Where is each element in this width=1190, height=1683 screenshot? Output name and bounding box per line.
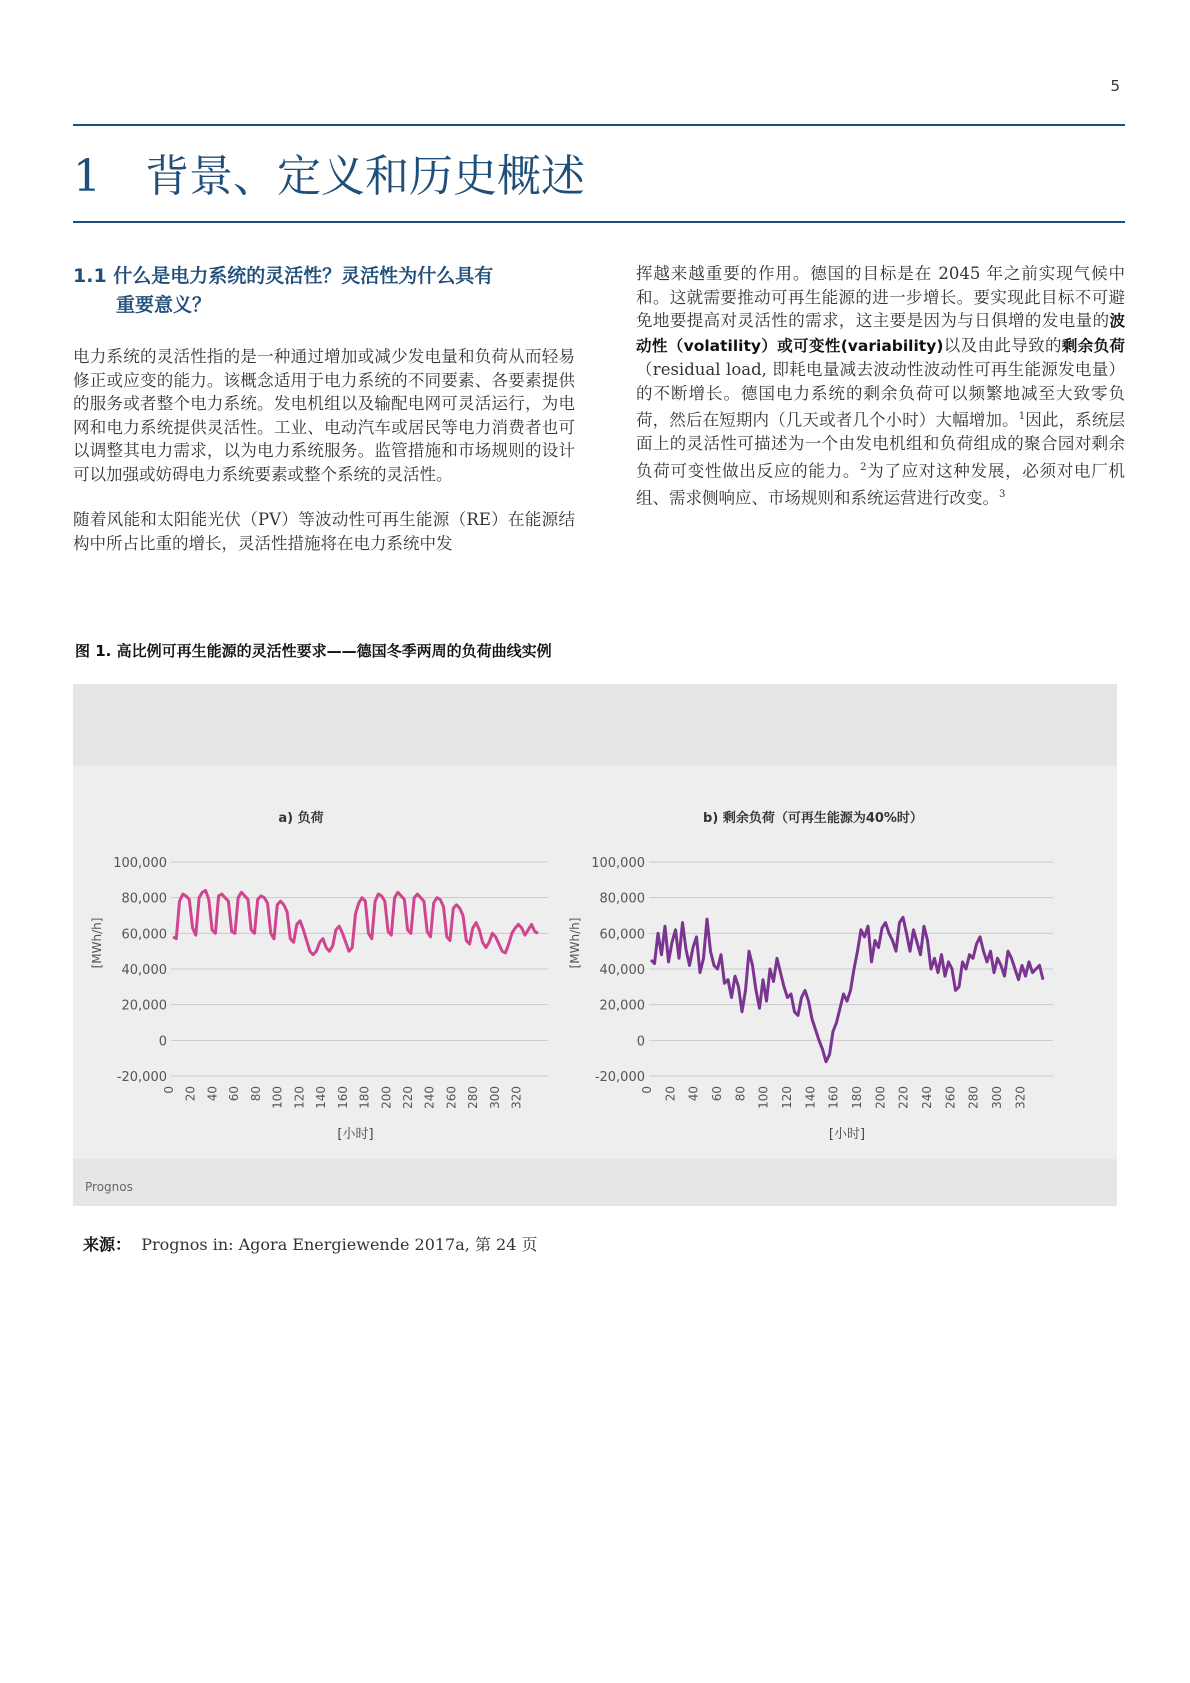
figure-caption: 图 1. 高比例可再生能源的灵活性要求——德国冬季两周的负荷曲线实例 <box>75 642 552 660</box>
x-tick-label: 280 <box>466 1086 481 1109</box>
paragraph-definition: 电力系统的灵活性指的是一种通过增加或减少发电量和负荷从而轻易修正或应变的能力。该概念适用于电力系统的不同要素、各要素提供的服务或者整个电力系统。发电机组以及输配电网可灵活运行，为电网和电力系统提供灵活性。工业、电动汽车或居民等电力消费者也可以调整其电力需求，以为电力系统服务。监管措施和市场规则的设计可以加强或妨碍电力系统要素或整个系统的灵活性。 <box>73 347 575 484</box>
x-tick-label: 180 <box>850 1086 864 1109</box>
y-tick-label: 0 <box>158 1034 167 1050</box>
text-run: 因此，系统层面上的灵活性可描述为一个由发电机组和负荷组成的聚合园对剩余负荷可变性做出反应的能力。 <box>636 410 1126 480</box>
charts-svg <box>73 766 1117 1159</box>
series-line <box>173 891 538 955</box>
chapter-heading <box>73 140 585 204</box>
y-tick-label: 100,000 <box>113 856 167 871</box>
x-tick-label: 280 <box>966 1086 981 1109</box>
x-tick-label: 200 <box>379 1086 394 1109</box>
x-axis-label: [小时] <box>337 1127 374 1142</box>
x-tick-label: 100 <box>270 1086 285 1109</box>
y-tick-label: -20,000 <box>116 1070 167 1085</box>
x-tick-label: 260 <box>444 1086 459 1109</box>
x-tick-label: 60 <box>227 1086 242 1102</box>
y-tick-label: 80,000 <box>599 891 645 907</box>
footnote-ref-3[interactable]: 3 <box>999 488 1006 500</box>
page-number: 5 <box>1110 77 1120 95</box>
y-tick-label: 0 <box>636 1034 645 1050</box>
x-tick-label: 220 <box>400 1086 415 1109</box>
y-tick-label: 100,000 <box>591 856 645 871</box>
chart-title: b) 剩余负荷（可再生能源为40%时） <box>703 811 923 826</box>
source-label: 来源： <box>83 1235 132 1254</box>
x-tick-label: 160 <box>335 1086 350 1109</box>
x-tick-label: 120 <box>292 1086 307 1109</box>
section-title-line2: 重要意义？ <box>116 294 212 316</box>
figure-box <box>73 684 1117 1206</box>
figure-plot-area <box>73 766 1117 1159</box>
keyword-volatility: 波动性（volatility）或可变性(variability) <box>636 312 1125 355</box>
x-tick-label: 100 <box>756 1086 771 1109</box>
x-tick-label: 220 <box>896 1086 911 1109</box>
x-tick-label: 140 <box>803 1086 818 1109</box>
footnote-ref-2[interactable]: 2 <box>860 461 867 473</box>
x-tick-label: 0 <box>640 1086 654 1094</box>
chapter-title: 背景、定义和历史概述 <box>145 151 585 202</box>
x-tick-label: 120 <box>780 1086 794 1109</box>
text-run: 为了应对这种发展，必须对电厂机组、需求侧响应、市场规则和系统运营进行改变。 <box>636 461 1126 507</box>
source-text: Prognos in: Agora Energiewende 2017a, 第 24 页 <box>141 1235 538 1254</box>
y-tick-label: 80,000 <box>121 891 167 907</box>
paragraph-continued <box>636 262 1125 510</box>
x-tick-label: 240 <box>920 1086 934 1109</box>
y-tick-label: 20,000 <box>599 998 645 1014</box>
figure-credit: Prognos <box>85 1180 133 1194</box>
source-line <box>83 1232 537 1255</box>
x-tick-label: 300 <box>990 1086 1004 1109</box>
x-tick-label: 240 <box>422 1086 437 1109</box>
x-axis-label: [小时] <box>828 1127 866 1142</box>
text-run: 以及由此导致的 <box>943 335 1062 355</box>
top-rule <box>73 124 1125 126</box>
section-title-line1: 什么是电力系统的灵活性？灵活性为什么具有 <box>113 265 494 287</box>
x-tick-label: 160 <box>826 1086 841 1109</box>
right-column <box>636 262 1125 532</box>
x-tick-label: 80 <box>248 1086 263 1102</box>
keyword-residual-load: 剩余负荷 <box>1061 336 1125 355</box>
y-tick-label: 40,000 <box>121 963 167 978</box>
y-tick-label: -20,000 <box>594 1070 645 1085</box>
x-tick-label: 200 <box>873 1086 888 1109</box>
chapter-number: 1 <box>73 151 101 202</box>
text-run: 挥越来越重要的作用。德国的目标是在 2045 年之前实现气候中和。这就需要推动可再生能源的进一步增长。要实现此目标不可避免地要提高对灵活性的需求，这主要是因为与日俱增的发电量的 <box>636 264 1125 330</box>
y-tick-label: 60,000 <box>121 927 167 943</box>
chapter-rule <box>73 221 1125 223</box>
x-tick-label: 60 <box>710 1086 724 1102</box>
x-tick-label: 20 <box>183 1086 198 1102</box>
x-tick-label: 140 <box>314 1086 329 1109</box>
y-axis-label: [MWh/h] <box>568 917 582 969</box>
y-axis-label: [MWh/h] <box>90 917 104 969</box>
y-tick-label: 20,000 <box>121 998 167 1014</box>
footnote-ref-1[interactable]: 1 <box>1018 411 1026 422</box>
left-column <box>73 345 575 577</box>
x-tick-label: 0 <box>162 1086 176 1094</box>
section-number: 1.1 <box>73 265 107 287</box>
x-tick-label: 300 <box>487 1086 502 1109</box>
section-heading <box>73 262 573 320</box>
paragraph-re-growth: 随着风能和太阳能光伏（PV）等波动性可再生能源（RE）在能源结构中所占比重的增长，灵活性措施将在电力系统中发 <box>73 510 575 553</box>
x-tick-label: 20 <box>663 1086 678 1102</box>
x-tick-label: 180 <box>357 1086 372 1109</box>
y-tick-label: 40,000 <box>599 963 645 978</box>
chart-title: a) 负荷 <box>278 811 324 826</box>
x-tick-label: 40 <box>205 1086 220 1102</box>
text-run: （residual load, 即耗电量减去波动性波动性可再生能源发电量）的不断增长。德国电力系统的剩余负荷可以频繁地减至大致零负荷，然后在短期内（几天或者几个小时）大幅增加。 <box>636 360 1125 430</box>
y-tick-label: 60,000 <box>599 927 645 943</box>
x-tick-label: 40 <box>686 1086 701 1102</box>
x-tick-label: 320 <box>1013 1086 1028 1109</box>
x-tick-label: 80 <box>733 1086 748 1102</box>
x-tick-label: 320 <box>509 1086 524 1109</box>
x-tick-label: 260 <box>943 1086 958 1109</box>
